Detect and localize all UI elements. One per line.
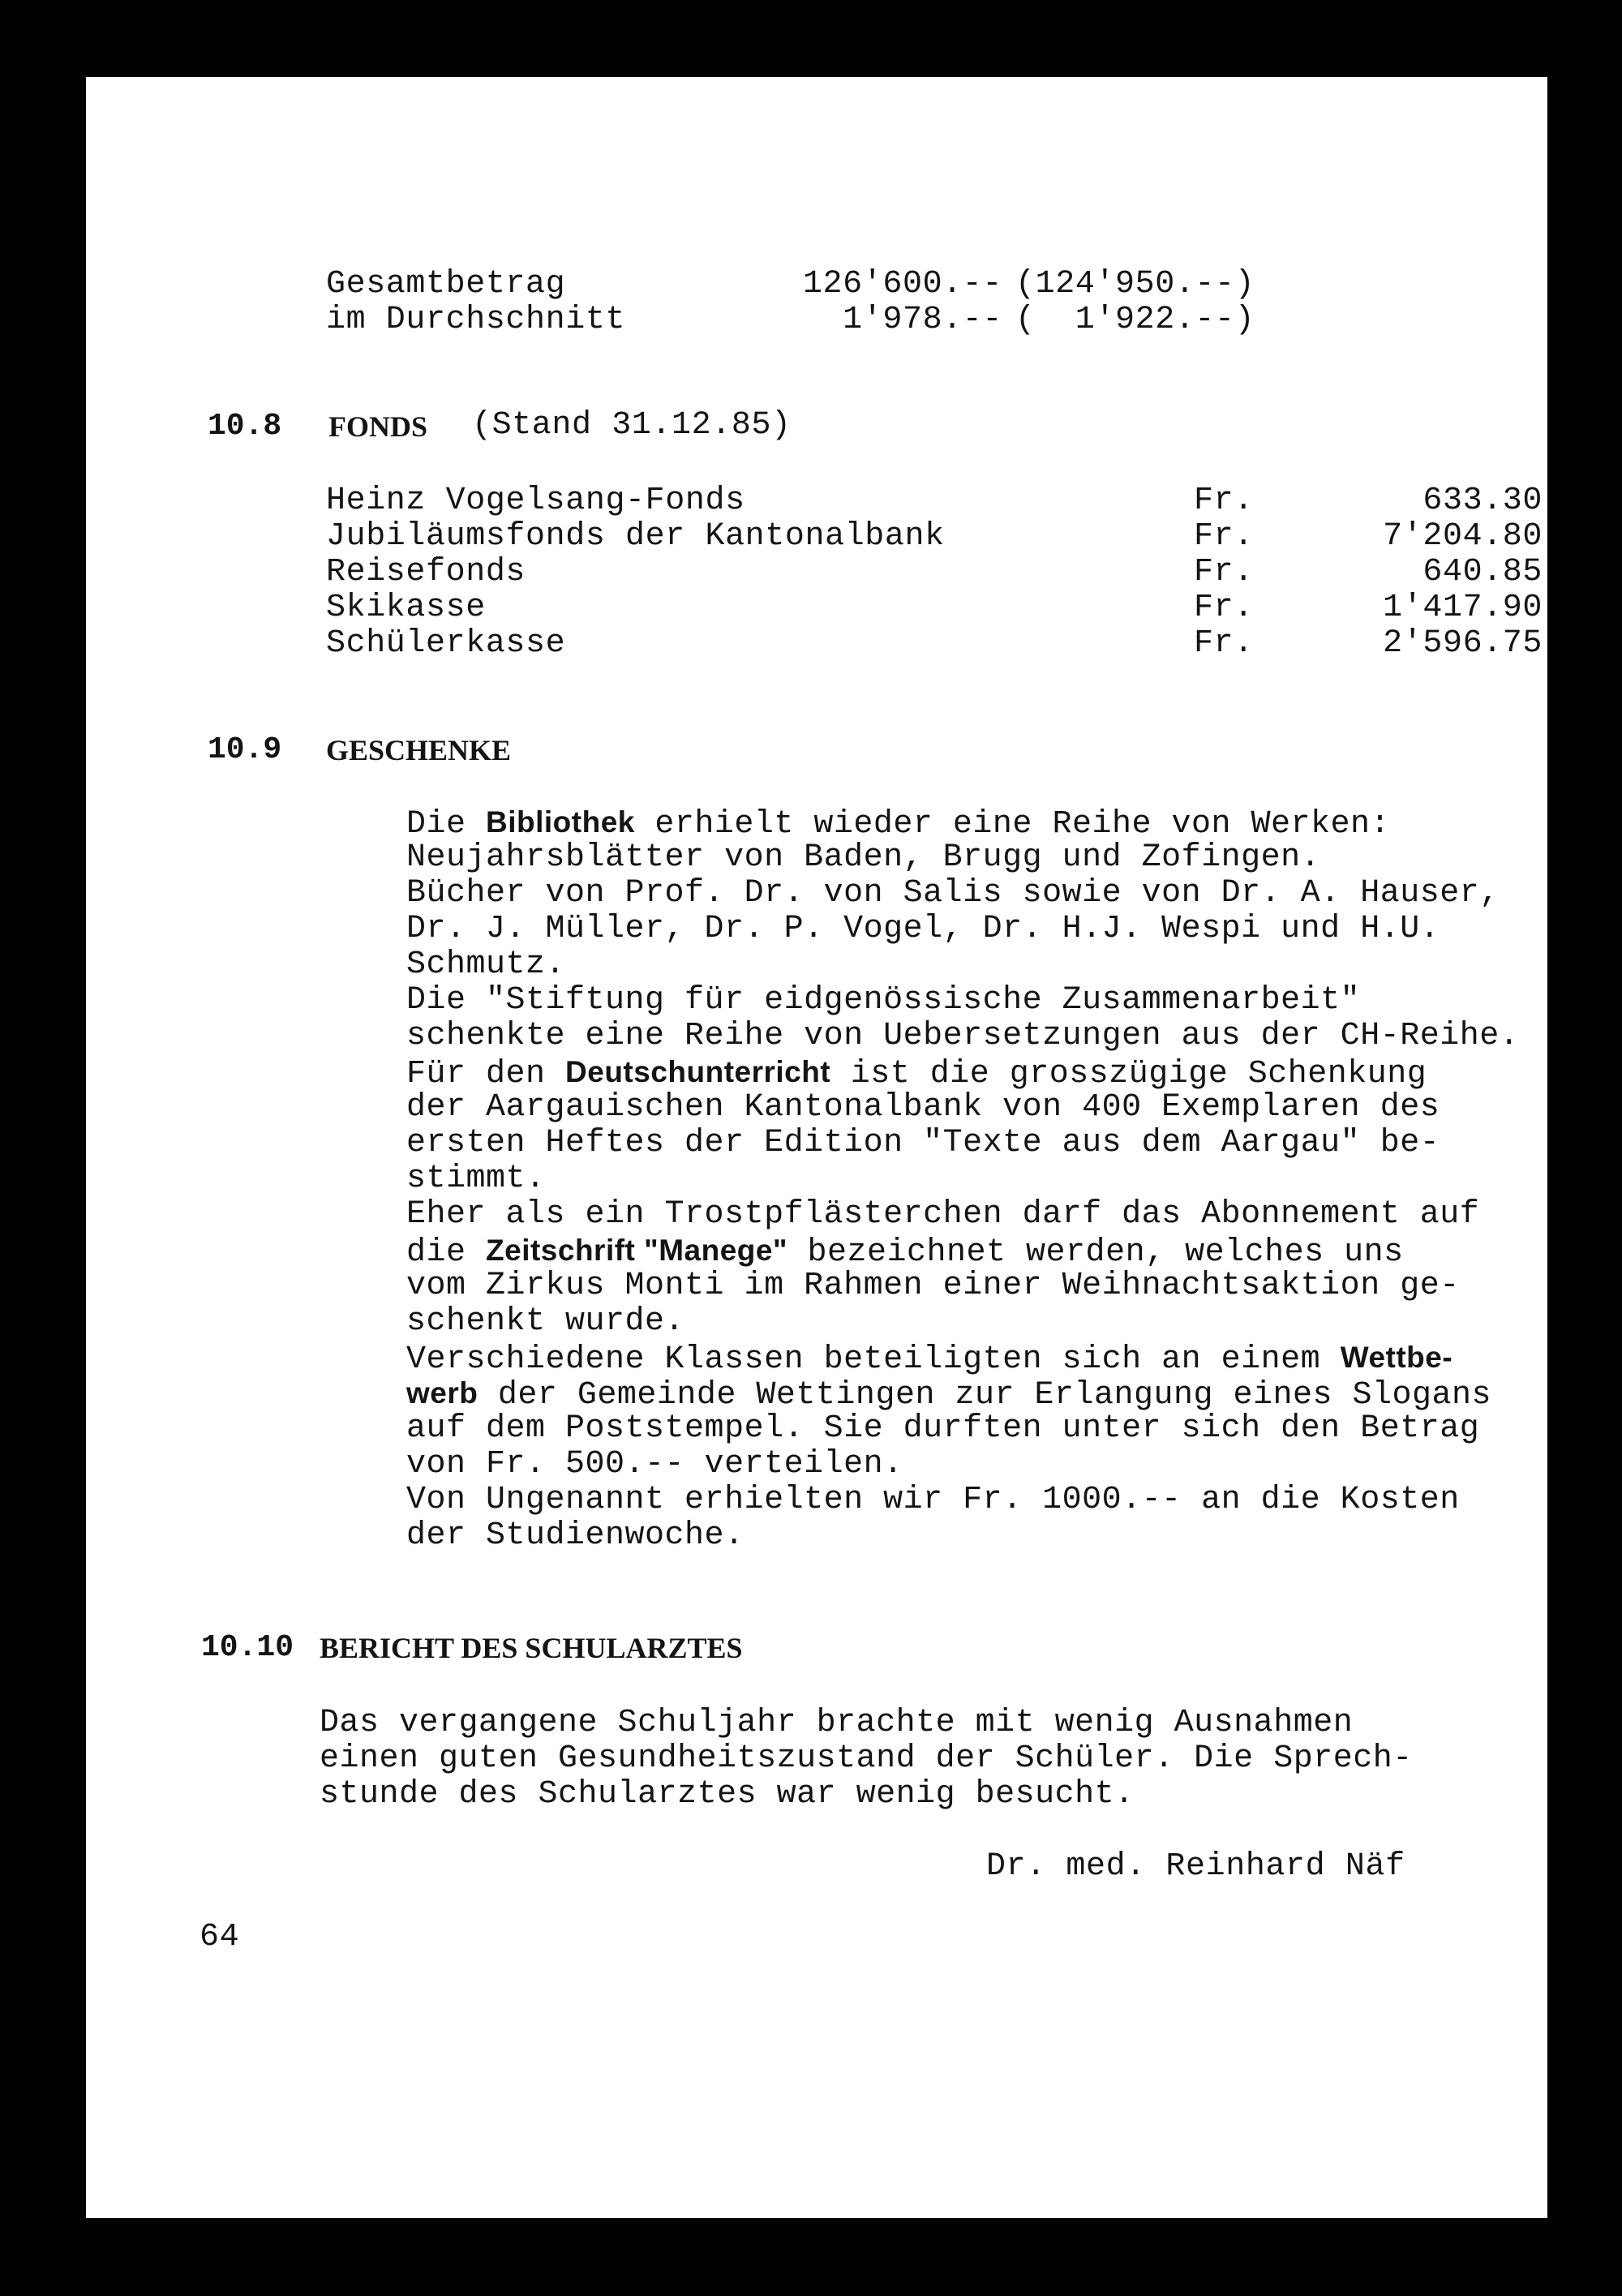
section-number: 10.9	[208, 732, 282, 767]
fonds-currency: Fr.	[1194, 483, 1254, 519]
paragraph-line	[406, 947, 1558, 983]
fonds-label: Jubiläumsfonds der Kantonalbank	[326, 518, 945, 555]
document-page	[86, 77, 1547, 2218]
paragraph-line	[406, 1090, 1558, 1126]
paragraph-line	[406, 1126, 1558, 1161]
paragraph-line	[406, 1483, 1558, 1518]
paragraph-line	[406, 1447, 1558, 1483]
text-run: der Studienwoche.	[406, 1517, 744, 1554]
paragraph-line	[406, 1161, 1558, 1197]
text-run: der Aargauischen Kantonalbank von 400 Exemplaren des	[406, 1089, 1440, 1126]
paragraph-line	[406, 1054, 1558, 1090]
fonds-currency: Fr.	[1194, 590, 1254, 626]
paragraph-line	[406, 1197, 1558, 1233]
fonds-currency: Fr.	[1194, 625, 1254, 662]
paragraph-line	[406, 805, 1558, 843]
totals-previous: (124'950.--)	[1015, 266, 1255, 303]
paragraph-line	[406, 912, 1558, 947]
text-run: Verschiedene Klassen beteiligten sich an einem	[406, 1341, 1341, 1378]
fonds-currency: Fr.	[1194, 554, 1254, 590]
fonds-amount: 633.30	[1422, 483, 1543, 519]
text-run: der Gemeinde Wettingen zur Erlangung eines Slogans	[478, 1377, 1492, 1414]
fonds-currency: Fr.	[1194, 518, 1254, 555]
fonds-label: Skikasse	[326, 590, 486, 626]
paragraph-line	[406, 1518, 1558, 1554]
text-run: vom Zirkus Monti im Rahmen einer Weihnachtsaktion ge-	[406, 1268, 1460, 1304]
text-run: die	[406, 1234, 487, 1271]
paragraph-line	[406, 1304, 1558, 1340]
totals-label: Gesamtbetrag	[326, 266, 566, 303]
bold-term: Wettbe-	[1340, 1341, 1453, 1374]
paragraph-line	[406, 1375, 1558, 1414]
text-run: Dr. J. Müller, Dr. P. Vogel, Dr. H.J. Wespi und H.U.	[406, 911, 1440, 947]
paragraph-line: einen guten Gesundheitszustand der Schüler. Die Sprech-	[320, 1740, 1413, 1777]
text-run: von Fr. 500.-- verteilen.	[406, 1446, 903, 1483]
paragraph-line	[406, 983, 1558, 1019]
fonds-amount: 640.85	[1422, 554, 1543, 590]
text-run: bezeichnet werden, welches uns	[787, 1234, 1404, 1271]
fonds-label: Heinz Vogelsang-Fonds	[326, 483, 745, 519]
text-run: schenkte eine Reihe von Uebersetzungen aus der CH-Reihe.	[406, 1018, 1520, 1054]
bold-term: Bibliothek	[486, 805, 635, 839]
totals-value: 126'600.--	[802, 266, 1002, 303]
page-number: 64	[200, 1919, 240, 1955]
section-title: GESCHENKE	[326, 734, 512, 766]
fonds-label: Reisefonds	[326, 554, 526, 590]
bold-term: Zeitschrift "Manege"	[486, 1234, 787, 1267]
section-number: 10.8	[208, 409, 282, 444]
text-run: ersten Heftes der Edition "Texte aus dem Aargau" be-	[406, 1125, 1440, 1161]
paragraph-line	[406, 1019, 1558, 1054]
schularzt-paragraph	[320, 1706, 1471, 1813]
text-run: Von Ungenannt erhielten wir Fr. 1000.-- an die Kosten	[406, 1482, 1460, 1518]
section-title: BERICHT DES SCHULARZTES	[320, 1632, 743, 1664]
text-run: erhielt wieder eine Reihe von Werken:	[634, 806, 1391, 843]
section-number: 10.10	[201, 1630, 294, 1665]
paragraph-line	[406, 840, 1558, 876]
paragraph-line	[406, 1233, 1558, 1271]
totals-value: 1'978.--	[843, 302, 1002, 338]
fonds-amount: 7'204.80	[1383, 518, 1543, 555]
paragraph-line: Das vergangene Schuljahr brachte mit wenig Ausnahmen	[320, 1705, 1354, 1741]
text-run: Neujahrsblätter von Baden, Brugg und Zofingen.	[406, 839, 1321, 876]
paragraph-line	[406, 1268, 1558, 1304]
text-run: ist die grosszügige Schenkung	[830, 1056, 1427, 1092]
text-run: schenkt wurde.	[406, 1303, 685, 1340]
totals-label: im Durchschnitt	[326, 302, 626, 338]
bold-term: Deutschunterricht	[565, 1055, 831, 1088]
bold-term: werb	[406, 1376, 478, 1410]
paragraph-line	[406, 1411, 1558, 1447]
text-run: stimmt.	[406, 1161, 546, 1197]
text-run: Bücher von Prof. Dr. von Salis sowie von Dr. A. Hauser,	[406, 875, 1500, 912]
text-run: Eher als ein Trostpflästerchen darf das Abonnement auf	[406, 1196, 1480, 1233]
fonds-amount: 2'596.75	[1383, 625, 1543, 662]
geschenke-paragraph	[406, 805, 1558, 1554]
signature: Dr. med. Reinhard Näf	[986, 1848, 1405, 1885]
text-run: Für den	[406, 1056, 566, 1092]
section-subtitle: (Stand 31.12.85)	[472, 407, 792, 444]
paragraph-line	[406, 1340, 1558, 1378]
fonds-amount: 1'417.90	[1383, 590, 1543, 626]
text-run: Schmutz.	[406, 946, 566, 983]
fonds-label: Schülerkasse	[326, 625, 566, 662]
paragraph-line	[406, 876, 1558, 912]
section-title: FONDS	[328, 410, 428, 443]
text-run: auf dem Poststempel. Sie durften unter sich den Betrag	[406, 1410, 1480, 1447]
text-run: Die "Stiftung für eidgenössische Zusammenarbeit"	[406, 982, 1361, 1019]
text-run: Die	[406, 806, 487, 843]
paragraph-line: stunde des Schularztes war wenig besucht.	[320, 1776, 1135, 1813]
totals-previous: ( 1'922.--)	[1015, 302, 1255, 338]
